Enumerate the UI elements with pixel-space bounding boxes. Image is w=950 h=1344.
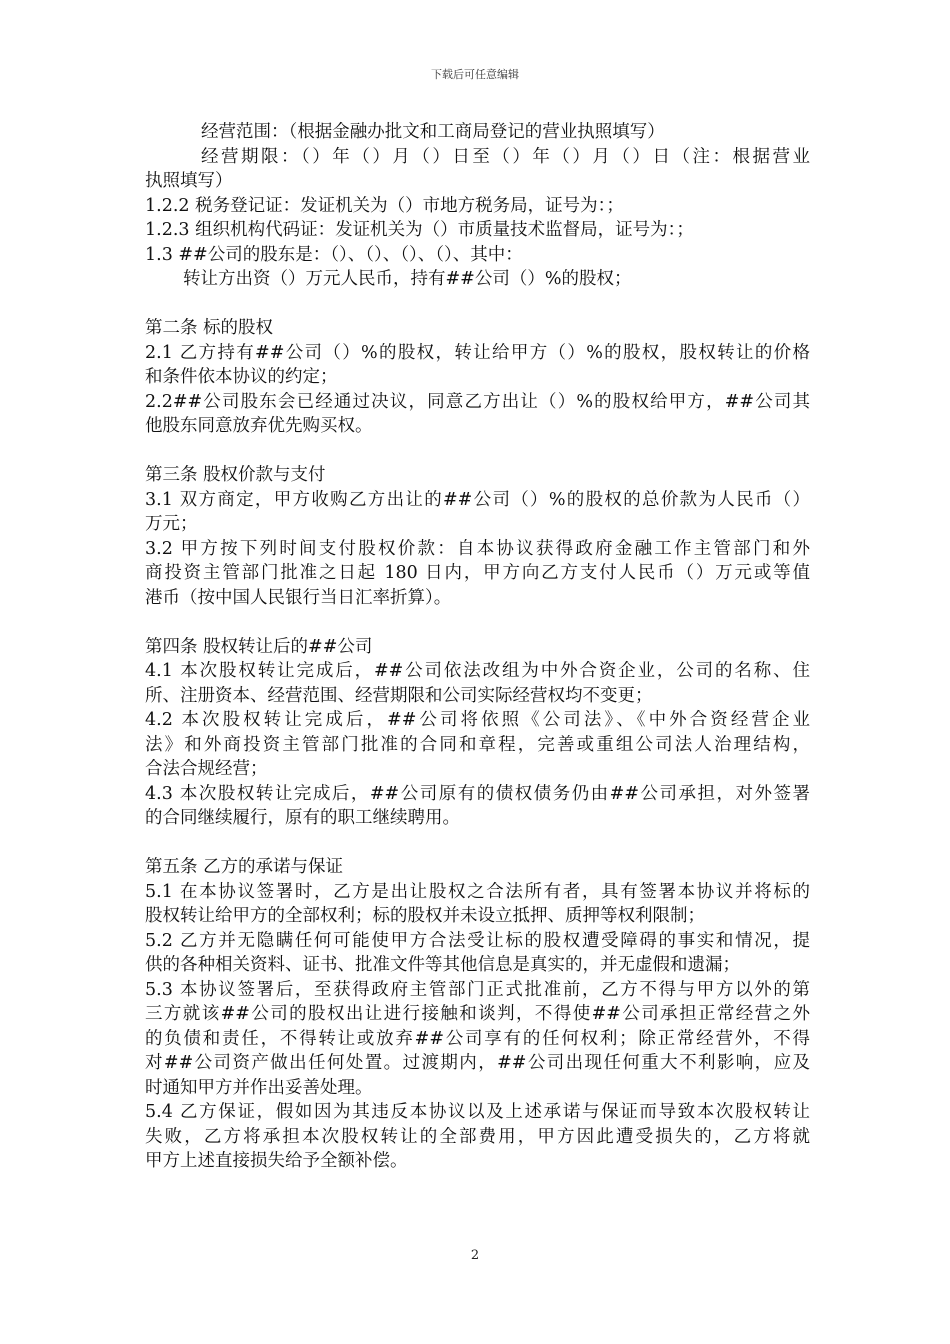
text-line: 3.2 甲方按下列时间支付股权价款：自本协议获得政府金融工作主管部门和外 [145, 538, 810, 559]
text-line: 法》和外商投资主管部门批准的合同和章程，完善或重组公司法人治理结构， [145, 734, 810, 755]
text-line: 和条件依本协议的约定； [145, 367, 338, 387]
text-line: 1.2.3 组织机构代码证：发证机关为（）市质量技术监督局，证号为：； [145, 220, 694, 240]
text-line: 对##公司资产做出任何处置。过渡期内，##公司出现任何重大不利影响，应及 [145, 1053, 810, 1073]
section-heading: 第二条 标的股权 [145, 318, 274, 338]
text-line: 5.4 乙方保证，假如因为其违反本协议以及上述承诺与保证而导致本次股权转让 [145, 1102, 810, 1122]
section-heading: 第四条 股权转让后的##公司 [145, 636, 373, 657]
text-line: 3.1 双方商定，甲方收购乙方出让的##公司（）%的股权的总价款为人民币（） [145, 489, 810, 510]
text-line: 1.2.2 税务登记证：发证机关为（）市地方税务局，证号为：； [145, 195, 624, 216]
text-line: 转让方出资（）万元人民币，持有##公司（）%的股权； [183, 269, 632, 289]
text-line: 失败，乙方将承担本次股权转让的全部费用，甲方因此遭受损失的，乙方将就 [145, 1126, 810, 1147]
page-number: 2 [470, 1248, 480, 1263]
text-line: 三方就该##公司的股权出让进行接触和谈判，不得使##公司承担正常经营之外 [145, 1004, 810, 1024]
text-line: 港币（按中国人民银行当日汇率折算）。 [145, 587, 452, 608]
paragraph-gap [145, 439, 810, 464]
paragraph-gap [145, 831, 810, 856]
text-line: 1.3 ##公司的股东是：（）、（）、（）、（）、其中： [145, 244, 523, 265]
text-line: 经营期限：（）年（）月（）日至（）年（）月（）日（注：根据营业 [201, 146, 810, 167]
text-line: 4.3 本次股权转让完成后，##公司原有的债权债务仍由##公司承担，对外签署 [145, 783, 810, 804]
text-line: 4.2 本次股权转让完成后，##公司将依照《公司法》、《中外合资经营企业 [145, 710, 810, 730]
text-line: 执照填写） [145, 171, 233, 191]
text-line: 的负债和责任，不得转让或放弃##公司享有的任何权利；除正常经营外，不得 [145, 1028, 810, 1049]
text-line: 合法合规经营； [145, 759, 268, 779]
section-heading: 第三条 股权价款与支付 [145, 465, 326, 485]
text-line: 股权转让给甲方的全部权利；标的股权并未设立抵押、质押等权利限制； [145, 906, 705, 926]
text-line: 商投资主管部门批准之日起 180 日内，甲方向乙方支付人民币（）万元或等值 [145, 563, 810, 583]
text-line: 5.2 乙方并无隐瞒任何可能使甲方合法受让标的股权遭受障碍的事实和情况，提 [145, 930, 810, 951]
text-line: 他股东同意放弃优先购买权。 [145, 416, 373, 436]
document-body [145, 120, 810, 1174]
text-line: 甲方上述直接损失给予全额补偿。 [145, 1151, 408, 1171]
text-line: 所、注册资本、经营范围、经营期限和公司实际经营权均不变更； [145, 685, 653, 706]
text-line: 的合同继续履行，原有的职工继续聘用。 [145, 808, 460, 828]
text-line: 2.1 乙方持有##公司（）%的股权，转让给甲方（）%的股权，股权转让的价格 [145, 342, 810, 363]
text-line: 5.1 在本协议签署时，乙方是出让股权之合法所有者，具有签署本协议并将标的 [145, 881, 810, 902]
text-line: 供的各种相关资料、证书、批准文件等其他信息是真实的，并无虚假和遗漏； [145, 955, 740, 975]
section-heading: 第五条 乙方的承诺与保证 [145, 857, 344, 877]
text-line: 2.2##公司股东会已经通过决议，同意乙方出让（）%的股权给甲方，##公司其 [145, 391, 810, 412]
text-line: 经营范围：（根据金融办批文和工商局登记的营业执照填写） [201, 122, 665, 142]
text-line: 4.1 本次股权转让完成后，##公司依法改组为中外合资企业，公司的名称、住 [145, 661, 810, 681]
page-header: 下载后可任意编辑 [431, 68, 519, 81]
text-line: 5.3 本协议签署后，至获得政府主管部门正式批准前，乙方不得与甲方以外的第 [145, 979, 810, 1000]
text-line: 万元； [145, 514, 198, 534]
paragraph-gap [145, 292, 810, 317]
text-line: 时通知甲方并作出妥善处理。 [145, 1077, 373, 1098]
paragraph-gap [145, 610, 810, 635]
